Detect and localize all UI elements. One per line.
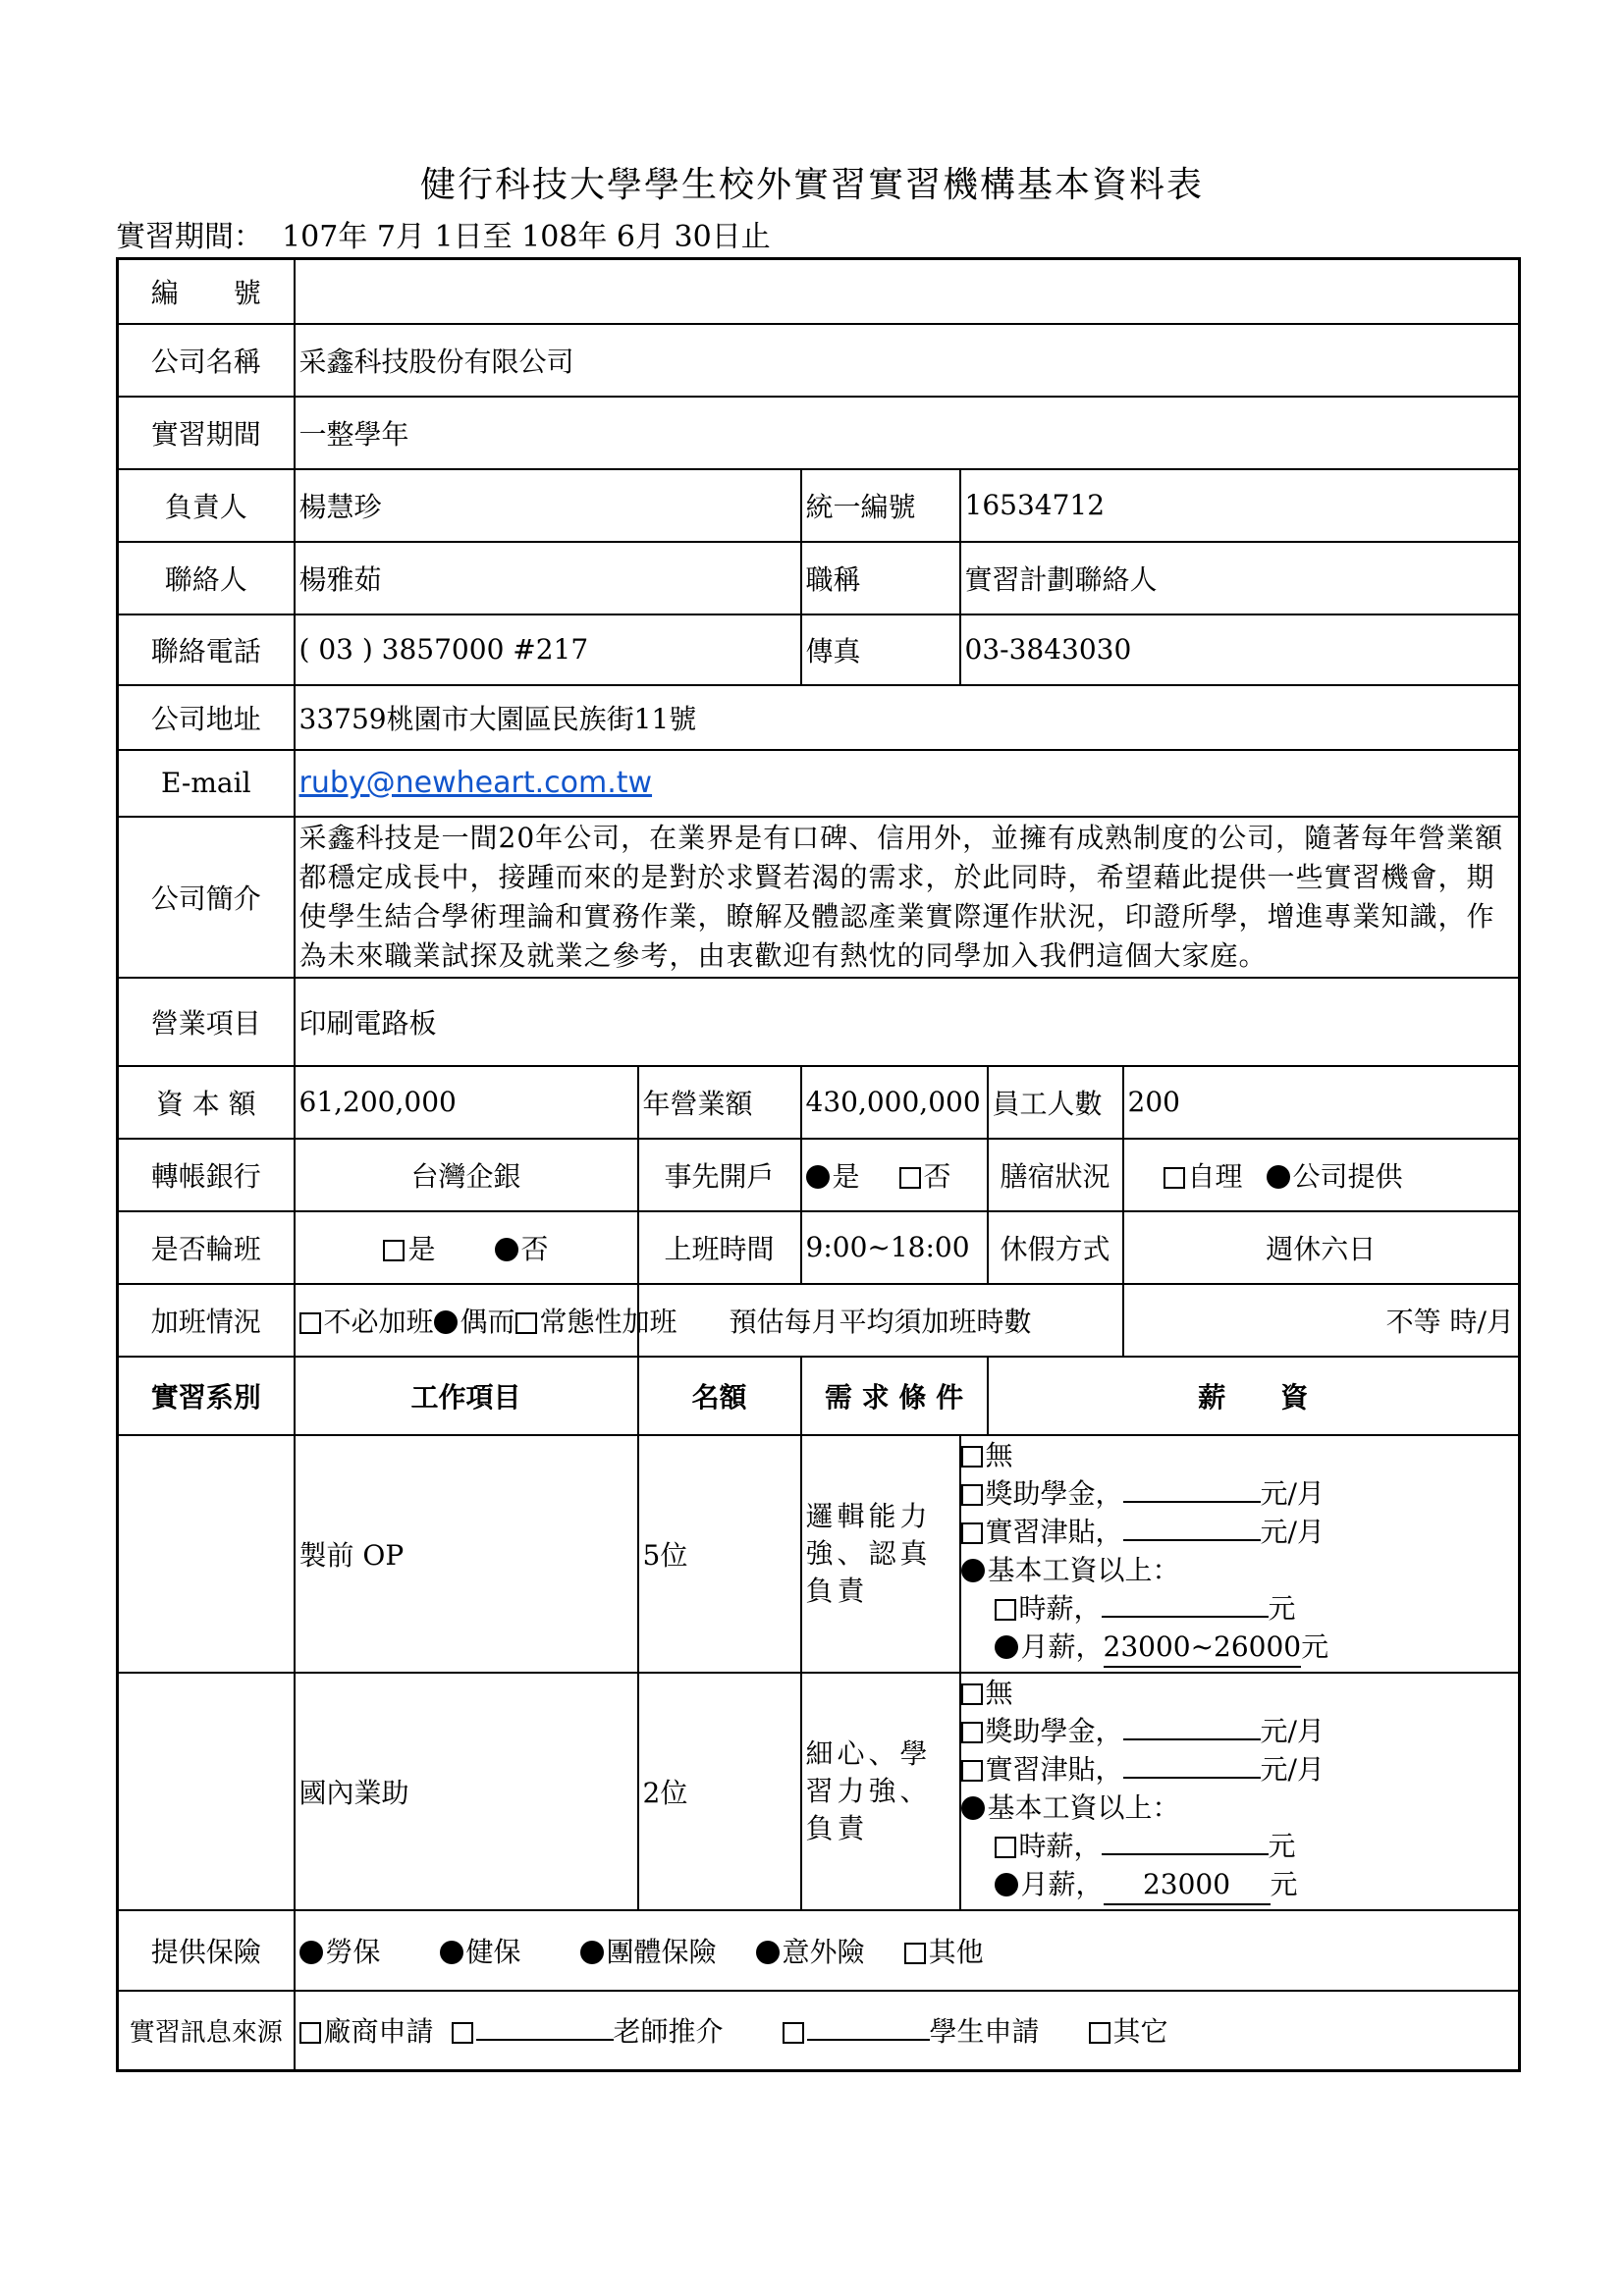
row-owner xyxy=(118,469,1520,542)
value-leave[interactable]: 週休六日 xyxy=(1123,1211,1520,1284)
label-account-pre: 事先開戶 xyxy=(638,1139,801,1211)
value-number[interactable] xyxy=(295,259,1520,324)
label-overtime-estimate: 預估每月平均須加班時數 xyxy=(638,1284,1123,1357)
row-email xyxy=(118,750,1520,817)
row-insurance xyxy=(118,1910,1520,1991)
document-title: 健行科技大學學生校外實習實習機構基本資料表 xyxy=(419,165,1204,205)
job2-hourly-blank[interactable] xyxy=(1102,1853,1269,1855)
value-capital[interactable]: 61,200,000 xyxy=(295,1066,638,1139)
job2-req[interactable]: 細心、學習力強、負責 xyxy=(801,1673,960,1910)
job2-work[interactable]: 國內業助 xyxy=(295,1673,638,1910)
job1-dept[interactable] xyxy=(118,1435,295,1673)
job1-allowance-blank[interactable] xyxy=(1123,1539,1261,1541)
job2-allowance-blank[interactable] xyxy=(1123,1777,1261,1779)
label-employees: 員工人數 xyxy=(988,1066,1123,1139)
job1-quota[interactable]: 5位 xyxy=(638,1435,801,1673)
shift-no-radio[interactable] xyxy=(495,1238,518,1261)
label-number: 編 號 xyxy=(118,259,295,324)
job1-work[interactable]: 製前 OP xyxy=(295,1435,638,1673)
job2-monthly-value[interactable]: 23000 xyxy=(1104,1865,1271,1905)
label-phone: 聯絡電話 xyxy=(118,614,295,685)
job1-none-checkbox[interactable] xyxy=(961,1446,983,1468)
row-shift xyxy=(118,1211,1520,1284)
label-source: 實習訊息來源 xyxy=(118,1991,295,2071)
label-email: E-mail xyxy=(118,750,295,817)
lodging-self-checkbox[interactable] xyxy=(1164,1167,1185,1189)
row-address xyxy=(118,685,1520,750)
label-shift: 是否輪班 xyxy=(118,1211,295,1284)
job2-allowance-checkbox[interactable] xyxy=(961,1760,983,1782)
label-lodging: 膳宿狀況 xyxy=(988,1139,1123,1211)
label-job-title: 職稱 xyxy=(801,542,960,614)
source-options: 廠商申請 老師推介 學生申請 其它 xyxy=(295,1991,1520,2071)
row-jobs-header xyxy=(118,1357,1520,1435)
header-req: 需 求 條 件 xyxy=(801,1357,988,1435)
label-company-name: 公司名稱 xyxy=(118,324,295,397)
row-company-name xyxy=(118,324,1520,397)
ot-sometimes-radio[interactable] xyxy=(434,1310,458,1334)
value-owner[interactable]: 楊慧珍 xyxy=(295,469,801,542)
job2-minwage-radio[interactable] xyxy=(961,1796,985,1820)
row-business xyxy=(118,978,1520,1066)
company-form xyxy=(116,257,1521,2072)
ins-labor-radio[interactable] xyxy=(299,1941,323,1964)
label-capital: 資 本 額 xyxy=(118,1066,295,1139)
src-company-checkbox[interactable] xyxy=(299,2022,321,2044)
value-intro[interactable]: 采鑫科技是一間20年公司，在業界是有口碑、信用外，並擁有成熟制度的公司，隨著每年營業額都穩定成長中，接踵而來的是對於求賢若渴的需求，於此同時，希望藉此提供一些實習機會，期使學生結合學術理論和實務作業，瞭解及體認產業實際運作狀況，印證所學，增進專業知識，作為未來職業試探及就業之參考，由衷歡迎有熱忱的同學加入我們這個大家庭。 xyxy=(295,817,1520,978)
account-yes-radio[interactable] xyxy=(806,1165,830,1189)
header-dept: 實習系別 xyxy=(118,1357,295,1435)
label-owner: 負責人 xyxy=(118,469,295,542)
row-intro xyxy=(118,817,1520,978)
label-leave: 休假方式 xyxy=(988,1211,1123,1284)
ins-group-radio[interactable] xyxy=(580,1941,604,1964)
account-no-checkbox[interactable] xyxy=(899,1167,921,1189)
row-contact xyxy=(118,542,1520,614)
row-phone xyxy=(118,614,1520,685)
label-insurance: 提供保險 xyxy=(118,1910,295,1991)
row-source xyxy=(118,1991,1520,2071)
value-contact[interactable]: 楊雅茹 xyxy=(295,542,801,614)
job1-hourly-checkbox[interactable] xyxy=(995,1599,1016,1621)
value-bank[interactable]: 台灣企銀 xyxy=(295,1139,638,1211)
value-annual-revenue[interactable]: 430,000,000 xyxy=(801,1066,988,1139)
row-overtime xyxy=(118,1284,1520,1357)
job1-monthly-radio[interactable] xyxy=(995,1635,1018,1659)
job1-allowance-checkbox[interactable] xyxy=(961,1522,983,1544)
src-teacher-blank[interactable] xyxy=(476,2039,614,2041)
job2-hourly-checkbox[interactable] xyxy=(995,1837,1016,1858)
label-tax-id: 統一編號 xyxy=(801,469,960,542)
value-fax[interactable]: 03-3843030 xyxy=(960,614,1520,685)
label-contact: 聯絡人 xyxy=(118,542,295,614)
job1-scholarship-blank[interactable] xyxy=(1123,1501,1261,1503)
lodging-company-radio[interactable] xyxy=(1267,1165,1290,1189)
job2-salary: 無 獎助學金， 元/月 實習津貼， 元/月 基本工資以上： 時薪， 元 月薪， 23000 元 xyxy=(960,1673,1520,1910)
header-work: 工作項目 xyxy=(295,1357,638,1435)
insurance-options: 勞保 健保 團體保險 意外險 其他 xyxy=(295,1910,1520,1991)
value-internship-period[interactable]: 一整學年 xyxy=(295,397,1520,469)
job1-hourly-blank[interactable] xyxy=(1102,1616,1269,1618)
row-capital xyxy=(118,1066,1520,1139)
job2-dept[interactable] xyxy=(118,1673,295,1910)
label-internship-period: 實習期間 xyxy=(118,397,295,469)
job2-scholarship-checkbox[interactable] xyxy=(961,1722,983,1743)
src-student-checkbox[interactable] xyxy=(783,2022,804,2044)
label-bank: 轉帳銀行 xyxy=(118,1139,295,1211)
job2-scholarship-blank[interactable] xyxy=(1123,1738,1261,1740)
value-work-hours[interactable]: 9:00~18:00 xyxy=(801,1211,988,1284)
label-intro: 公司簡介 xyxy=(118,817,295,978)
value-address[interactable]: 33759桃園市大園區民族街11號 xyxy=(295,685,1520,750)
overtime-options: 不必加班 偶而 常態性加班 xyxy=(295,1284,638,1357)
table-row xyxy=(118,1673,1520,1910)
ins-health-radio[interactable] xyxy=(440,1941,463,1964)
shift-options: 是 否 xyxy=(295,1211,638,1284)
value-company-name[interactable]: 采鑫科技股份有限公司 xyxy=(295,324,1520,397)
header-quota: 名額 xyxy=(638,1357,801,1435)
job1-req[interactable]: 邏輯能力強、認真負責 xyxy=(801,1435,960,1673)
row-bank xyxy=(118,1139,1520,1211)
value-business[interactable]: 印刷電路板 xyxy=(295,978,1520,1066)
period-text: 107年 7月 1日至 108年 6月 30日止 xyxy=(282,220,771,254)
label-business: 營業項目 xyxy=(118,978,295,1066)
value-employees[interactable]: 200 xyxy=(1123,1066,1520,1139)
src-teacher-checkbox[interactable] xyxy=(452,2022,473,2044)
lodging-options: 自理 公司提供 xyxy=(1123,1139,1520,1211)
ins-accident-radio[interactable] xyxy=(756,1941,780,1964)
job1-salary: 無 獎助學金， 元/月 實習津貼， 元/月 基本工資以上： 時薪， 元 月薪，23000~26000元 xyxy=(960,1435,1520,1673)
row-number xyxy=(118,259,1520,324)
job1-scholarship-checkbox[interactable] xyxy=(961,1484,983,1506)
row-internship-period xyxy=(118,397,1520,469)
account-pre-options: 是 否 xyxy=(801,1139,988,1211)
value-job-title[interactable]: 實習計劃聯絡人 xyxy=(960,542,1520,614)
shift-yes-checkbox[interactable] xyxy=(383,1240,405,1261)
job1-minwage-radio[interactable] xyxy=(961,1559,985,1582)
label-work-hours: 上班時間 xyxy=(638,1211,801,1284)
table-row xyxy=(118,1435,1520,1673)
period-line xyxy=(116,212,771,255)
value-overtime-hours[interactable]: 不等 時/月 xyxy=(1123,1284,1520,1357)
label-address: 公司地址 xyxy=(118,685,295,750)
value-tax-id[interactable]: 16534712 xyxy=(960,469,1520,542)
job2-quota[interactable]: 2位 xyxy=(638,1673,801,1910)
value-phone[interactable]: ( 03 ) 3857000 #217 xyxy=(295,614,801,685)
ins-other-checkbox[interactable] xyxy=(904,1943,926,1964)
src-other-checkbox[interactable] xyxy=(1089,2022,1110,2044)
label-overtime: 加班情況 xyxy=(118,1284,295,1357)
email-link[interactable]: ruby@newheart.com.tw xyxy=(298,766,653,800)
job2-monthly-radio[interactable] xyxy=(995,1873,1018,1896)
job2-none-checkbox[interactable] xyxy=(961,1683,983,1705)
label-fax: 傳真 xyxy=(801,614,960,685)
ot-regular-checkbox[interactable] xyxy=(515,1312,537,1334)
src-student-blank[interactable] xyxy=(807,2039,930,2041)
label-annual-revenue: 年營業額 xyxy=(638,1066,801,1139)
period-label: 實習期間： xyxy=(116,220,263,254)
header-salary: 薪 資 xyxy=(988,1357,1520,1435)
ot-none-checkbox[interactable] xyxy=(299,1312,321,1334)
job1-monthly-value[interactable]: 23000~26000 xyxy=(1104,1628,1302,1668)
